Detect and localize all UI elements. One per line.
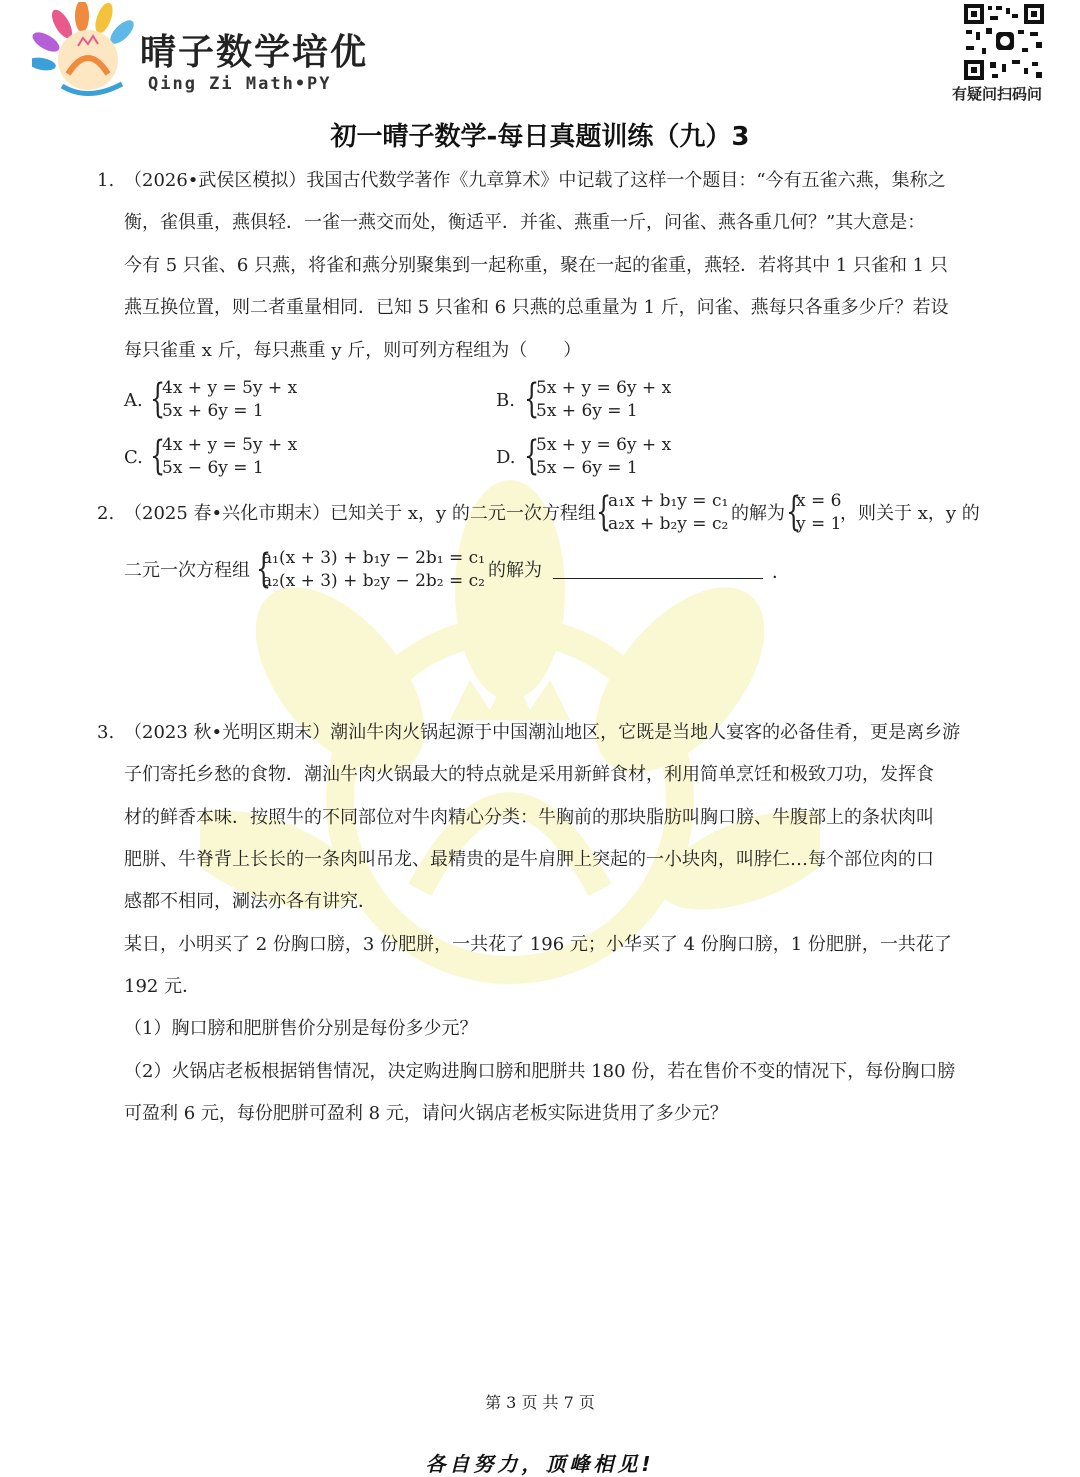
option-a-equation-1: 4x + y = 5y + x [162, 378, 298, 398]
question-3-line: 材的鲜香本味．按照牛的不同部位对牛肉精心分类：牛胸前的那块脂肪叫胸口膀、牛腹部上的条状肉叫 [124, 807, 934, 828]
option-a-equation-2: 5x + 6y = 1 [162, 401, 264, 421]
question-2-text: 的解为 [488, 560, 542, 581]
question-1-line: 每只雀重 x 斤，每只燕重 y 斤，则可列方程组为（ ） [124, 340, 582, 361]
question-1-line: 今有 5 只雀、6 只燕，将雀和燕分别聚集到一起称重，聚在一起的雀重，燕轻．若将其中 1 只雀和 1 只 [124, 255, 948, 276]
question-1-line: 衡，雀俱重，燕俱轻．一雀一燕交而处，衡适平．并雀、燕重一斤，问雀、燕各重几何？”其大意是： [124, 212, 926, 233]
brand-name: 晴子数学培优 [140, 32, 369, 73]
option-d-equation-1: 5x + y = 6y + x [536, 435, 672, 455]
question-2-text: （2025 春•兴化市期末）已知关于 x，y 的二元一次方程组 [124, 503, 596, 524]
option-d-equation-2: 5x − 6y = 1 [536, 458, 638, 478]
brace: { [524, 433, 540, 479]
brace: { [256, 546, 272, 592]
system-1-equation-1: a₁x + b₁y = c₁ [608, 491, 729, 511]
question-2-text: 的解为 [731, 503, 785, 524]
question-3-line: 可盈利 6 元，每份肥胼可盈利 8 元，请问火锅店老板实际进货用了多少元？ [124, 1103, 728, 1124]
option-c-equation-1: 4x + y = 5y + x [162, 435, 298, 455]
brand-name-english: Qing Zi Math•PY [148, 74, 332, 94]
qr-code[interactable] [962, 2, 1046, 82]
question-2-end: ． [772, 562, 790, 583]
brace: { [596, 489, 612, 535]
question-2-text: 二元一次方程组 [124, 560, 250, 581]
question-1-line: 燕互换位置，则二者重量相同．已知 5 只雀和 6 只燕的总重量为 1 斤，问雀、燕每只各重多少斤？若设 [124, 297, 949, 318]
question-3-line: 肥胼、牛脊背上长长的一条肉叫吊龙、最精贵的是牛肩胛上突起的一小块肉，叫脖仁…每个部位肉的口 [124, 849, 934, 870]
system-1-equation-2: a₂x + b₂y = c₂ [608, 514, 729, 534]
option-c-equation-2: 5x − 6y = 1 [162, 458, 264, 478]
option-d-label: D. [496, 447, 516, 468]
brace: { [150, 376, 166, 422]
question-1-number: 1. [97, 170, 115, 191]
brand-logo [32, 2, 144, 102]
page-title: 初一晴子数学-每日真题训练（九）3 [330, 122, 750, 152]
brace: { [524, 376, 540, 422]
answer-blank[interactable] [553, 578, 763, 579]
qr-caption: 有疑问扫码问 [952, 85, 1043, 103]
question-2-text: ，则关于 x，y 的 [840, 503, 980, 524]
option-b-equation-1: 5x + y = 6y + x [536, 378, 672, 398]
question-3-line: 192 元． [124, 976, 201, 997]
option-b-equation-2: 5x + 6y = 1 [536, 401, 638, 421]
option-c-label: C. [124, 447, 143, 468]
footer-motto: 各自努力，顶峰相见! [425, 1452, 655, 1476]
system-2-equation-1: a₁(x + 3) + b₁y − 2b₁ = c₁ [262, 548, 485, 568]
question-3-subquestion-2: （2）火锅店老板根据销售情况，决定购进胸口膀和肥胼共 180 份，若在售价不变的情况下，每份胸口膀 [124, 1061, 956, 1082]
question-2-number: 2. [97, 503, 115, 524]
brace: { [150, 433, 166, 479]
question-1-line: （2026•武侯区模拟）我国古代数学著作《九章算术》中记载了这样一个题目：“今有五雀六燕，集称之 [124, 170, 946, 191]
option-b-label: B. [496, 390, 515, 411]
solution-equation-2: y = 1 [796, 514, 842, 534]
question-3-line: 感都不相同，涮法亦各有讲究． [124, 891, 376, 912]
page-number: 第 3 页 共 7 页 [485, 1393, 595, 1412]
question-3-line: 子们寄托乡愁的食物．潮汕牛肉火锅最大的特点就是采用新鲜食材，利用简单烹饪和极致刀功，发挥食 [124, 764, 934, 785]
system-2-equation-2: a₂(x + 3) + b₂y − 2b₂ = c₂ [262, 571, 485, 591]
question-3-line: 某日，小明买了 2 份胸口膀，3 份肥胼，一共花了 196 元；小华买了 4 份胸口膀，1 份肥胼，一共花了 [124, 934, 952, 955]
question-3-line: （2023 秋•光明区期末）潮汕牛肉火锅起源于中国潮汕地区，它既是当地人宴客的必备佳肴，更是离乡游 [124, 722, 961, 743]
question-3-number: 3. [97, 722, 115, 743]
solution-equation-1: x = 6 [796, 491, 842, 511]
option-a-label: A. [124, 390, 143, 411]
brace: { [786, 489, 802, 535]
question-3-subquestion-1: （1）胸口膀和肥胼售价分别是每份多少元？ [124, 1018, 478, 1039]
